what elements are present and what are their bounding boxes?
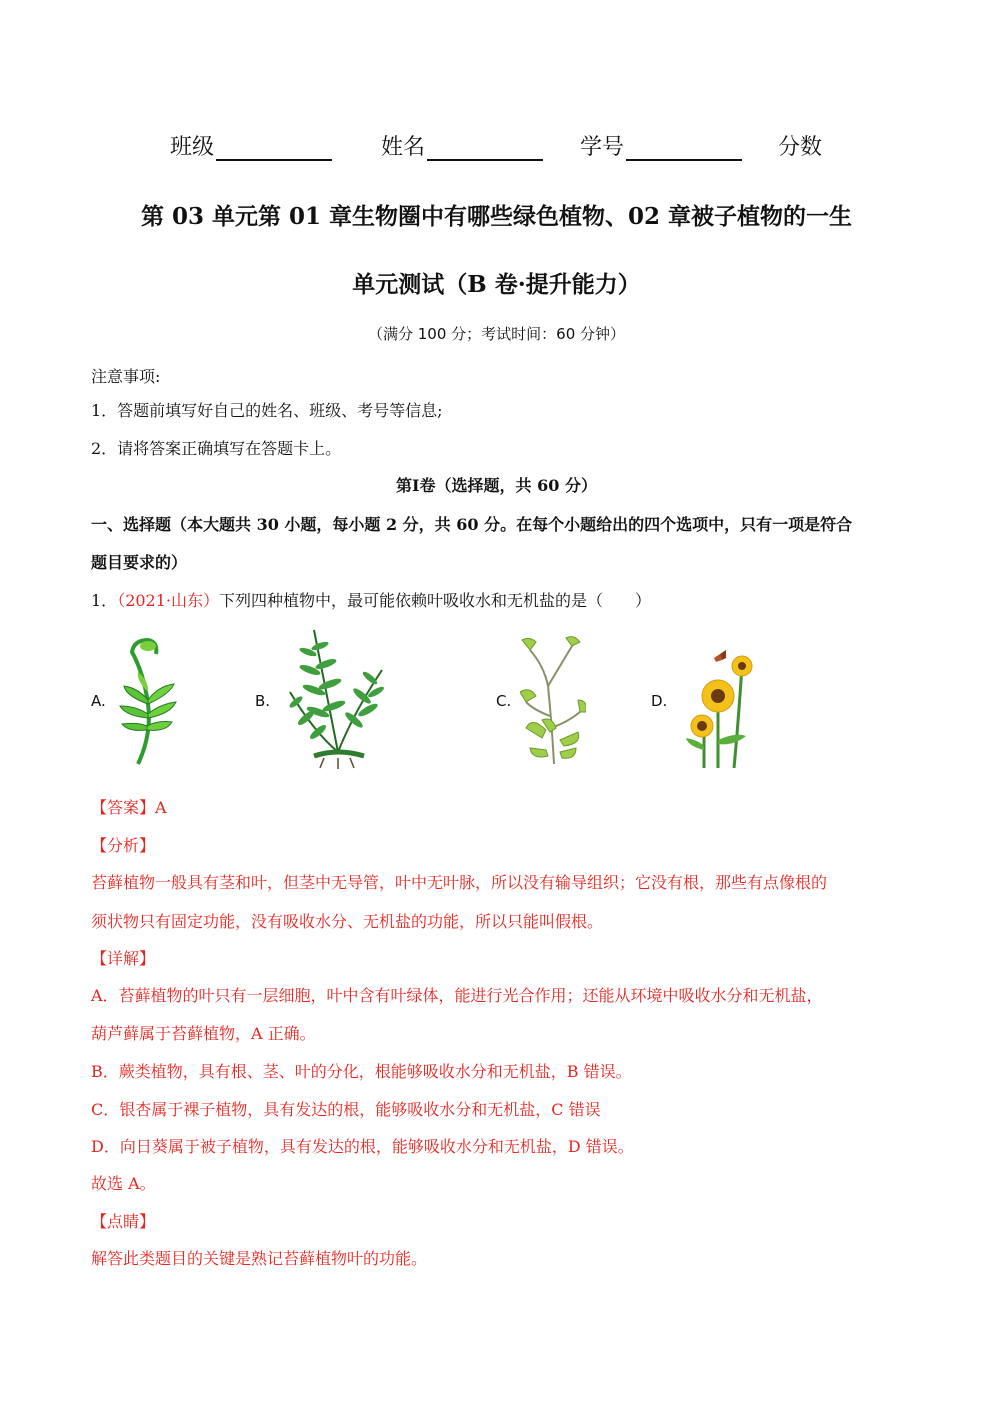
section-description-cont: 题目要求的） (91, 553, 188, 572)
class-field[interactable] (170, 130, 332, 161)
section-title: 第Ⅰ卷（选择题，共 60 分） (396, 476, 597, 495)
comment-heading: 【点睛】 (91, 1212, 156, 1231)
student-id-blank[interactable] (626, 137, 742, 161)
detail-heading: 【详解】 (91, 949, 156, 968)
detail-line: A．苔藓植物的叶只有一层细胞，叶中含有叶绿体，能进行光合作用；还能从环境中吸收水分和无机盐， (91, 986, 823, 1005)
fern-plant-icon[interactable] (284, 622, 388, 770)
option-a-label[interactable]: A. (91, 692, 106, 710)
name-label: 姓名 (381, 135, 426, 160)
sunflower-icon[interactable] (684, 646, 756, 770)
question-number: 1． (91, 591, 118, 610)
class-label: 班级 (170, 135, 215, 160)
detail-line: B．蕨类植物，具有根、茎、叶的分化，根能够吸收水分和无机盐，B 错误。 (91, 1062, 632, 1081)
score-field (778, 130, 822, 161)
comment-text: 解答此类题目的关键是熟记苔藓植物叶的功能。 (91, 1249, 428, 1268)
page-title-line2: 单元测试（B 卷·提升能力） (352, 271, 641, 298)
detail-line: D．向日葵属于被子植物，具有发达的根，能够吸收水分和无机盐，D 错误。 (91, 1137, 634, 1156)
ginkgo-branch-icon[interactable] (520, 636, 586, 766)
page-title-line1: 第 03 单元第 01 章生物圈中有哪些绿色植物、02 章被子植物的一生 (140, 203, 853, 230)
note-item: 1．答题前填写好自己的姓名、班级、考号等信息; (91, 401, 443, 420)
exam-info: （满分 100 分；考试时间：60 分钟） (367, 325, 626, 343)
name-blank[interactable] (427, 137, 543, 161)
section-description: 一、选择题（本大题共 30 小题，每小题 2 分，共 60 分。在每个小题给出的四个选项中，只有一项是符合 (91, 515, 853, 534)
option-d-label[interactable]: D. (651, 692, 668, 710)
option-c-label[interactable]: C. (496, 692, 512, 710)
score-label: 分数 (778, 135, 823, 160)
answer-line: 【答案】A (91, 798, 167, 817)
student-id-field[interactable] (580, 130, 742, 161)
student-id-label: 学号 (580, 135, 625, 160)
analysis-heading: 【分析】 (91, 836, 156, 855)
question-1 (91, 588, 651, 611)
notes-heading: 注意事项: (91, 367, 161, 386)
option-b-label[interactable]: B. (255, 692, 271, 710)
class-blank[interactable] (216, 137, 332, 161)
analysis-text: 苔藓植物一般具有茎和叶，但茎中无导管，叶中无叶脉，所以没有输导组织；它没有根，那些有点像根的 (91, 873, 828, 892)
detail-line: 葫芦藓属于苔藓植物，A 正确。 (91, 1024, 316, 1043)
question-source: （2021·山东） (117, 591, 219, 610)
note-item: 2．请将答案正确填写在答题卡上。 (91, 439, 342, 458)
moss-plant-icon[interactable] (118, 634, 178, 768)
analysis-text-cont: 须状物只有固定功能，没有吸收水分、无机盐的功能，所以只能叫假根。 (91, 912, 604, 931)
detail-line: C．银杏属于裸子植物，具有发达的根，能够吸收水分和无机盐，C 错误 (91, 1100, 601, 1119)
question-text: 下列四种植物中，最可能依赖叶吸收水和无机盐的是（ ） (219, 591, 652, 610)
detail-conclusion: 故选 A。 (91, 1174, 156, 1193)
name-field[interactable] (381, 130, 543, 161)
